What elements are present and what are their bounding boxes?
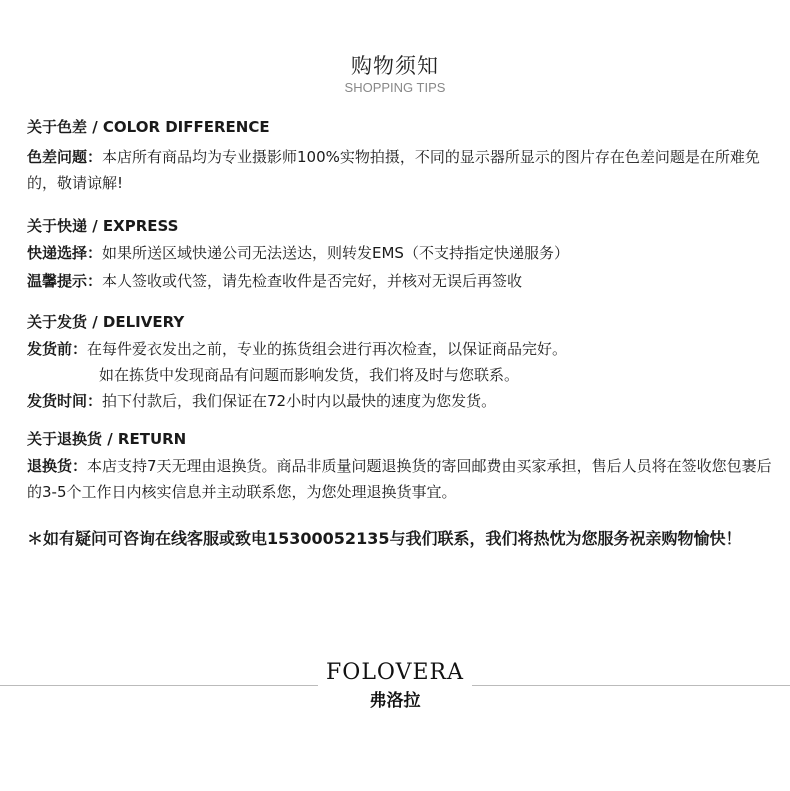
brand-logo-cn: 弗洛拉 [369, 691, 421, 711]
page-subtitle: SHOPPING TIPS [344, 80, 446, 95]
express-choice-label: 快递选择： [27, 244, 103, 262]
delivery-time-line [27, 388, 772, 414]
express-choice-text: 如果所送区域快递公司无法送达，则转发EMS（不支持指定快递服务） [102, 244, 569, 262]
section-delivery [27, 310, 772, 414]
color-difference-label: 色差问题： [27, 148, 103, 166]
express-reminder-line [27, 268, 772, 294]
section-heading-delivery: 关于发货 / DELIVERY [27, 313, 185, 331]
return-label: 退换货： [27, 457, 88, 475]
express-reminder-text: 本人签收或代签，请先检查收件是否完好，并核对无误后再签收 [102, 272, 523, 290]
page-title: 购物须知 [351, 54, 439, 78]
section-express [27, 214, 772, 294]
section-return [27, 427, 772, 505]
delivery-before-text: 在每件爱衣发出之前，专业的拣货组会进行再次检查，以保证商品完好。 [87, 340, 568, 358]
section-heading-return: 关于退换货 / RETURN [27, 430, 187, 448]
return-text: 本店支持7天无理由退换货。商品非质量问题退换货的寄回邮费由买家承担，售后人员将在签收您包裹后的3-5个工作日内核实信息并主动联系您，为您处理退换货事宜。 [27, 457, 772, 501]
delivery-before-label: 发货前： [27, 340, 88, 358]
color-difference-paragraph [27, 144, 772, 196]
delivery-time-text: 拍下付款后，我们保证在72小时内以最快的速度为您发货。 [102, 392, 497, 410]
return-paragraph [27, 453, 772, 505]
section-heading-express: 关于快递 / EXPRESS [27, 217, 179, 235]
express-reminder-label: 温馨提示： [27, 272, 103, 290]
delivery-before-line [27, 336, 772, 362]
contact-notice: ＊如有疑问可咨询在线客服或致电15300052135与我们联系，我们将热忱为您服务祝亲购物愉快！ [27, 529, 742, 548]
color-difference-text: 本店所有商品均为专业摄影师100%实物拍摄，不同的显示器所显示的图片存在色差问题是在所难免的，敬请谅解! [27, 148, 760, 192]
delivery-before-text-2: 如在拣货中发现商品有问题而影响发货，我们将及时与您联系。 [99, 366, 520, 384]
section-color-difference [27, 115, 772, 196]
express-choice-line [27, 240, 772, 266]
delivery-time-label: 发货时间： [27, 392, 103, 410]
section-heading-color: 关于色差 / COLOR DIFFERENCE [27, 118, 270, 136]
brand-logo-en: FOLOVERA [326, 660, 464, 685]
